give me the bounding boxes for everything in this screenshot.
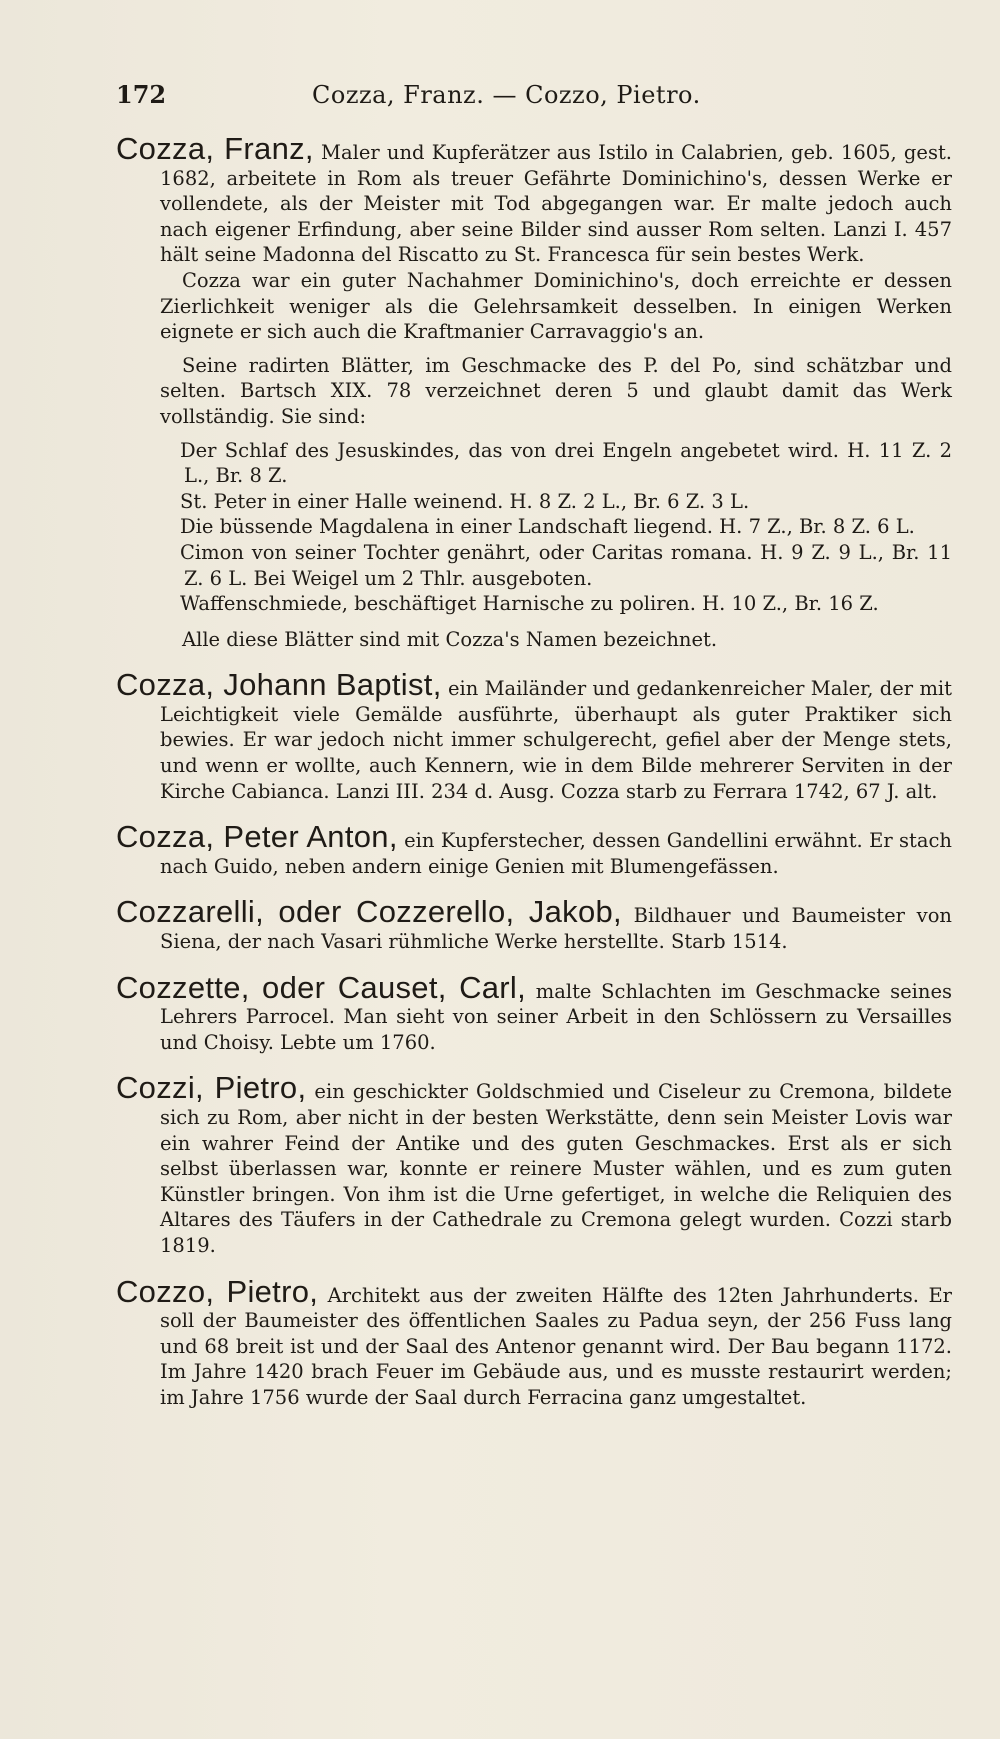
entry-paragraph: Seine radirten Blätter, im Geschmacke des P. del Po, sind schätzbar und selten. Bartsch XIX. 78 verzeichnet deren 5 und glaubt damit das Werk vollständig. Sie sind: — [160, 353, 952, 428]
entry-cozzette-carl — [116, 969, 952, 1056]
entry-paragraph — [116, 1070, 952, 1258]
entry-name: Cozzi, Pietro, — [116, 1070, 307, 1106]
entry-paragraph — [116, 131, 952, 268]
list-item: Der Schlaf des Jesuskindes, das von drei Engeln angebetet wird. H. 11 Z. 2 L., Br. 8 Z. — [180, 438, 952, 488]
page-header — [116, 78, 886, 112]
entry-cozzo-pietro — [116, 1273, 952, 1411]
entry-paragraph — [116, 969, 952, 1056]
entry-text: Architekt aus der zweiten Hälfte des 12ten Jahrhunderts. Er soll der Baumeister des öffentlichen Saales zu Padua seyn, der 256 Fuss lang und 68 breit ist und der Saal des Antenor genannt wird. Der Bau begann 1172. Im Jahre 1420 brach Feuer im Gebäude aus, und es musste restaurirt werden; im Jahre 1756 wurde der Saal durch Ferracina ganz umgestaltet. — [160, 1283, 952, 1409]
entry-name: Cozzette, oder Causet, Carl, — [116, 969, 527, 1005]
entry-text: malte Schlachten im Geschmacke seines Lehrers Parrocel. Man sieht von seiner Arbeit in den Schlössern zu Versailles und Choisy. Lebte um 1760. — [160, 979, 952, 1054]
entry-text: ein Kupferstecher, dessen Gandellini erwähnt. Er stach nach Guido, neben andern einige Genien mit Blumengefässen. — [160, 829, 952, 878]
entry-text: Maler und Kupferätzer aus Istilo in Calabrien, geb. 1605, gest. 1682, arbeitete in Rom als treuer Gefährte Dominichino's, dessen Werke er vollendete, als der Meister mit Tod abgegangen war. Er malte jedoch auch nach eigener Erfindung, aber seine Bilder sind ausser Rom selten. Lanzi I. 457 hält seine Madonna del Riscatto zu St. Francesca für sein bestes Werk. — [160, 141, 952, 267]
entry-name: Cozzo, Pietro, — [116, 1273, 319, 1309]
entry-cozzi-pietro — [116, 1070, 952, 1258]
entry-name: Cozza, Johann Baptist, — [116, 667, 442, 703]
entry-paragraph — [116, 667, 953, 804]
entry-cozza-peter-anton — [116, 819, 952, 879]
entry-cozza-johann-baptist — [116, 667, 953, 804]
entry-cozzarelli-jakob — [116, 894, 952, 954]
entry-name: Cozzarelli, oder Cozzerello, Jakob, — [116, 894, 622, 930]
entry-text: ein geschickter Goldschmied und Ciseleur zu Cremona, bildete sich zu Rom, aber nicht in der besten Werkstätte, denn sein Meister Lovis war ein wahrer Feind der Antike und des guten Geschmackes. Erst als er sich selbst überlassen war, konnte er reinere Muster wählen, und es zum guten Künstler bringen. Von ihm ist die Urne gefertiget, in welche die Reliquien des Altares des Täufers in der Cathedrale zu Cremona gelegt wurden. Cozzi starb 1819. — [160, 1080, 952, 1257]
entry-name: Cozza, Franz, — [116, 131, 314, 166]
list-item: Die büssende Magdalena in einer Landschaft liegend. H. 7 Z., Br. 8 Z. 6 L. — [180, 515, 915, 539]
page-body — [116, 131, 953, 1431]
entry-text: ein Mailänder und gedankenreicher Maler, der mit Leichtigkeit viele Gemälde ausführte, überhaupt als guter Praktiker sich bewies. Er war jedoch nicht immer schulgerecht, gefiel aber der Menge stets, und wenn er wollte, auch Kennern, wie in dem Bilde mehrerer Serviten in der Kirche Cabianca. Lanzi III. 234 d. Ausg. Cozza starb zu Ferrara 1742, 67 J. alt. — [160, 677, 953, 803]
entry-paragraph — [116, 894, 952, 954]
list-item: St. Peter in einer Halle weinend. H. 8 Z. 2 L., Br. 6 Z. 3 L. — [180, 489, 750, 513]
list-item: Cimon von seiner Tochter genährt, oder Caritas romana. H. 9 Z. 9 L., Br. 11 Z. 6 L. Bei Weigel um 2 Thlr. ausgeboten. — [180, 540, 952, 590]
page-number: 172 — [116, 80, 167, 109]
entry-paragraph: Cozza war ein guter Nachahmer Dominichino's, doch erreichte er dessen Zierlichkeit weniger als die Gelehrsamkeit desselben. In einigen Werken eignete er sich auch die Kraftmanier Carravaggio's an. — [160, 268, 952, 344]
entry-closing-note: Alle diese Blätter sind mit Cozza's Namen bezeichnet. — [182, 627, 718, 651]
prints-list — [116, 438, 952, 617]
list-item: Waffenschmiede, beschäftiget Harnische zu poliren. H. 10 Z., Br. 16 Z. — [180, 592, 879, 616]
running-title: Cozza, Franz. — Cozzo, Pietro. — [312, 81, 701, 109]
entry-paragraph — [116, 1273, 952, 1411]
entry-cozza-franz — [116, 131, 952, 652]
entry-paragraph — [116, 819, 952, 879]
entry-text: Bildhauer und Baumeister von Siena, der nach Vasari rühmliche Werke herstellte. Starb 1514. — [160, 904, 952, 954]
entry-name: Cozza, Peter Anton, — [116, 819, 398, 855]
